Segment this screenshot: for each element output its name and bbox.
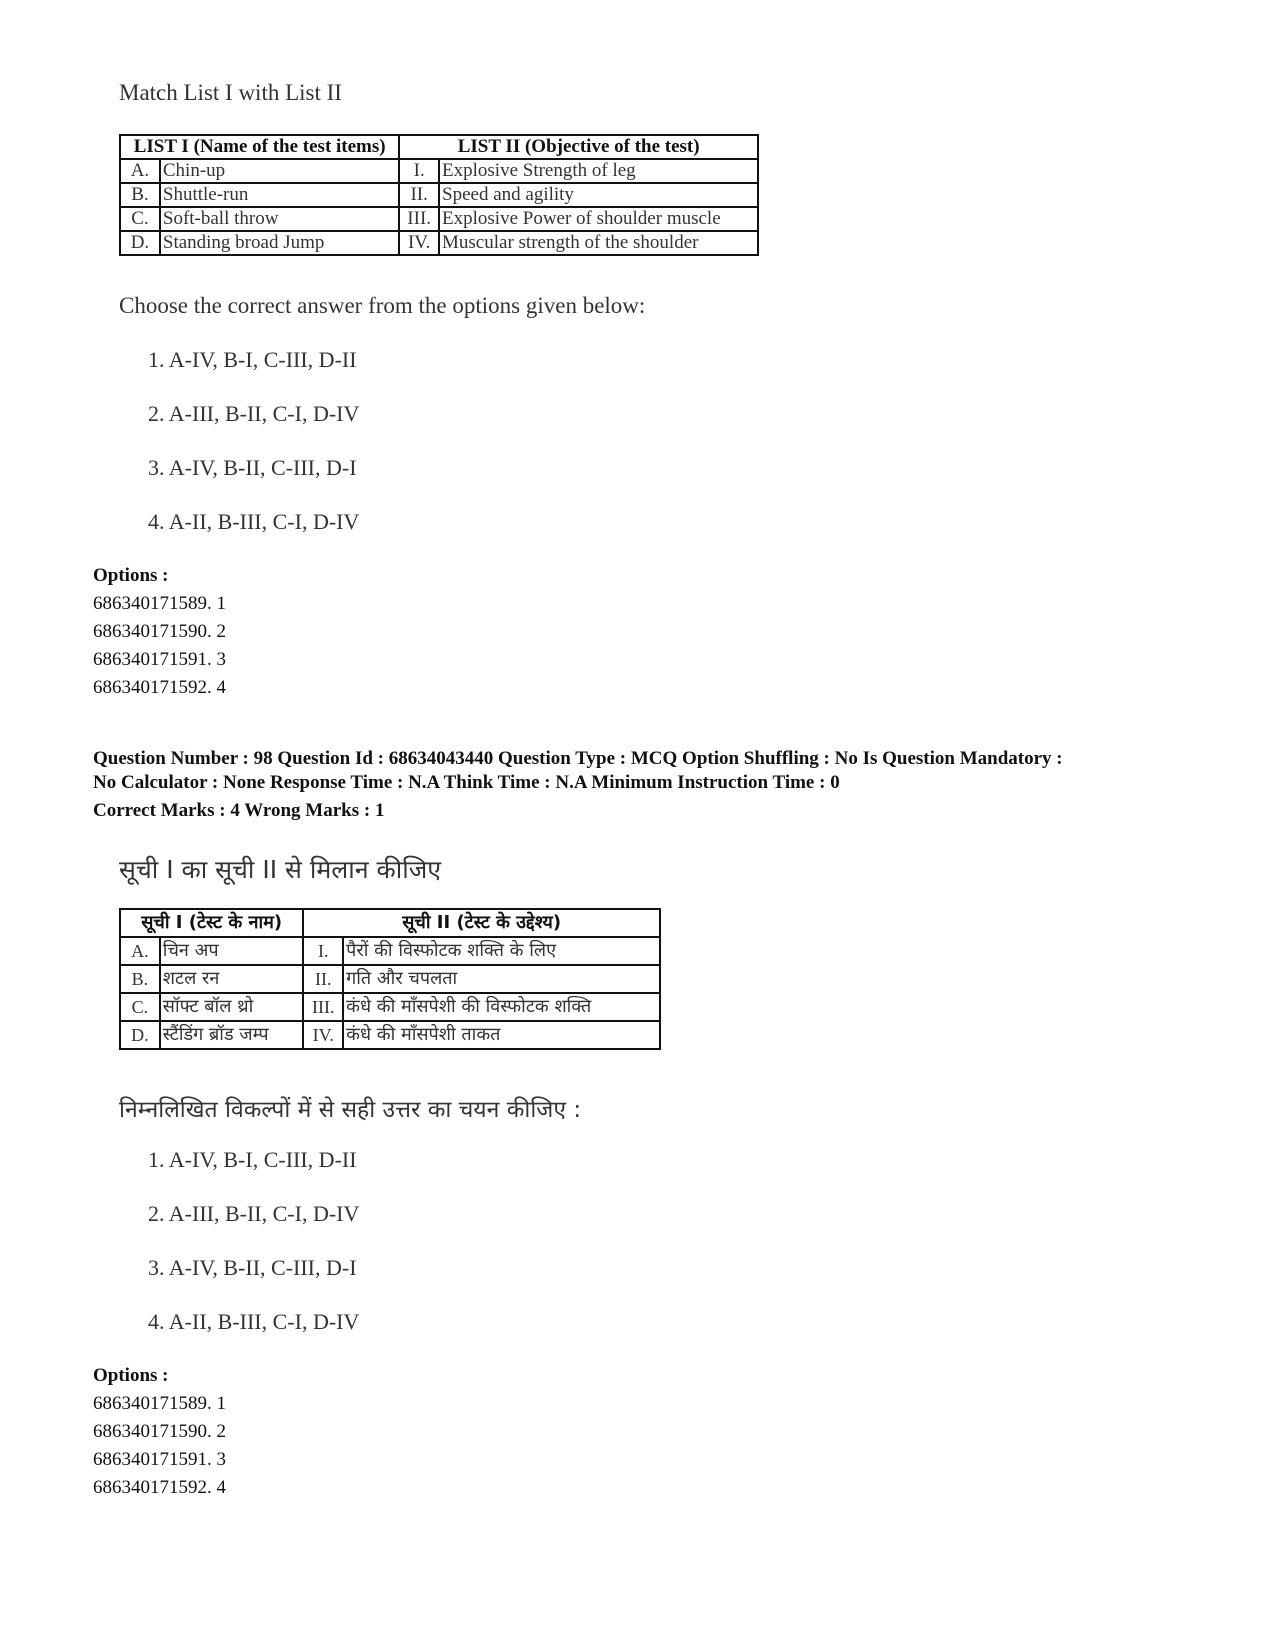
test-objective: Speed and agility (439, 183, 758, 207)
q1-choice-4: 4. A-II, B-III, C-I, D-IV (148, 509, 360, 534)
row-letter: B. (120, 965, 160, 993)
q1-intro: Match List I with List II (119, 80, 342, 105)
q2-options (93, 1362, 226, 1502)
q2-intro: सूची I का सूची II से मिलान कीजिए (119, 855, 442, 884)
table-row (120, 231, 758, 255)
option-item: 686340171589. 1 (93, 1393, 226, 1414)
row-numeral: I. (399, 159, 439, 183)
q2-choice-4: 4. A-II, B-III, C-I, D-IV (148, 1309, 360, 1334)
table-header-row (120, 135, 758, 159)
option-item: 686340171592. 4 (93, 677, 226, 698)
row-letter: C. (120, 207, 160, 231)
test-objective: पैरों की विस्फोटक शक्ति के लिए (343, 937, 660, 965)
test-item: स्टैंडिंग ब्रॉड जम्प (160, 1021, 304, 1049)
q1-options (93, 562, 226, 702)
table-row (120, 937, 660, 965)
options-label: Options : (93, 565, 169, 586)
row-letter: A. (120, 937, 160, 965)
option-item: 686340171591. 3 (93, 649, 226, 670)
question-meta-line: Question Number : 98 Question Id : 68634043440 Question Type : MCQ Option Shuffling : No Is Question Mandatory : (93, 748, 1063, 769)
table-header-row (120, 909, 660, 937)
table-row (120, 993, 660, 1021)
row-numeral: II. (303, 965, 343, 993)
q2-choice-1: 1. A-IV, B-I, C-III, D-II (148, 1147, 357, 1172)
option-item: 686340171589. 1 (93, 593, 226, 614)
q1-match-table (119, 134, 759, 256)
q2-meta (93, 747, 1213, 823)
test-item: सॉफ्ट बॉल थ्रो (160, 993, 304, 1021)
row-letter: D. (120, 1021, 160, 1049)
option-item: 686340171590. 2 (93, 621, 226, 642)
table-row (120, 1021, 660, 1049)
test-item: शटल रन (160, 965, 304, 993)
marks-line: Correct Marks : 4 Wrong Marks : 1 (93, 800, 385, 821)
row-numeral: I. (303, 937, 343, 965)
row-numeral: III. (303, 993, 343, 1021)
list2-header: सूची II (टेस्ट के उद्देश्य) (303, 909, 660, 937)
row-numeral: II. (399, 183, 439, 207)
table-row (120, 207, 758, 231)
q1-choose-text: Choose the correct answer from the options given below: (119, 293, 646, 318)
list1-header: सूची I (टेस्ट के नाम) (120, 909, 303, 937)
row-numeral: IV. (303, 1021, 343, 1049)
table-row (120, 183, 758, 207)
list2-header: LIST II (Objective of the test) (399, 135, 758, 159)
test-objective: Explosive Power of shoulder muscle (439, 207, 758, 231)
test-objective: Muscular strength of the shoulder (439, 231, 758, 255)
row-letter: C. (120, 993, 160, 1021)
test-item: Chin-up (160, 159, 399, 183)
test-objective: गति और चपलता (343, 965, 660, 993)
row-letter: A. (120, 159, 160, 183)
test-item: चिन अप (160, 937, 304, 965)
test-item: Shuttle-run (160, 183, 399, 207)
test-objective: Explosive Strength of leg (439, 159, 758, 183)
options-label: Options : (93, 1365, 169, 1386)
q1-choice-3: 3. A-IV, B-II, C-III, D-I (148, 455, 357, 480)
option-item: 686340171592. 4 (93, 1477, 226, 1498)
row-numeral: III. (399, 207, 439, 231)
test-objective: कंधे की माँसपेशी की विस्फोटक शक्ति (343, 993, 660, 1021)
q2-match-table (119, 908, 661, 1050)
option-item: 686340171591. 3 (93, 1449, 226, 1470)
table-row (120, 965, 660, 993)
q2-choice-3: 3. A-IV, B-II, C-III, D-I (148, 1255, 357, 1280)
test-item: Soft-ball throw (160, 207, 399, 231)
test-item: Standing broad Jump (160, 231, 399, 255)
row-letter: D. (120, 231, 160, 255)
q2-choice-2: 2. A-III, B-II, C-I, D-IV (148, 1201, 360, 1226)
test-objective: कंधे की माँसपेशी ताकत (343, 1021, 660, 1049)
q1-choice-2: 2. A-III, B-II, C-I, D-IV (148, 401, 360, 426)
row-numeral: IV. (399, 231, 439, 255)
question-meta-line: No Calculator : None Response Time : N.A Think Time : N.A Minimum Instruction Time : 0 (93, 772, 840, 793)
row-letter: B. (120, 183, 160, 207)
list1-header: LIST I (Name of the test items) (120, 135, 399, 159)
table-row (120, 159, 758, 183)
q1-choice-1: 1. A-IV, B-I, C-III, D-II (148, 347, 357, 372)
option-item: 686340171590. 2 (93, 1421, 226, 1442)
q2-choose-text: निम्नलिखित विकल्पों में से सही उत्तर का चयन कीजिए : (119, 1097, 582, 1123)
